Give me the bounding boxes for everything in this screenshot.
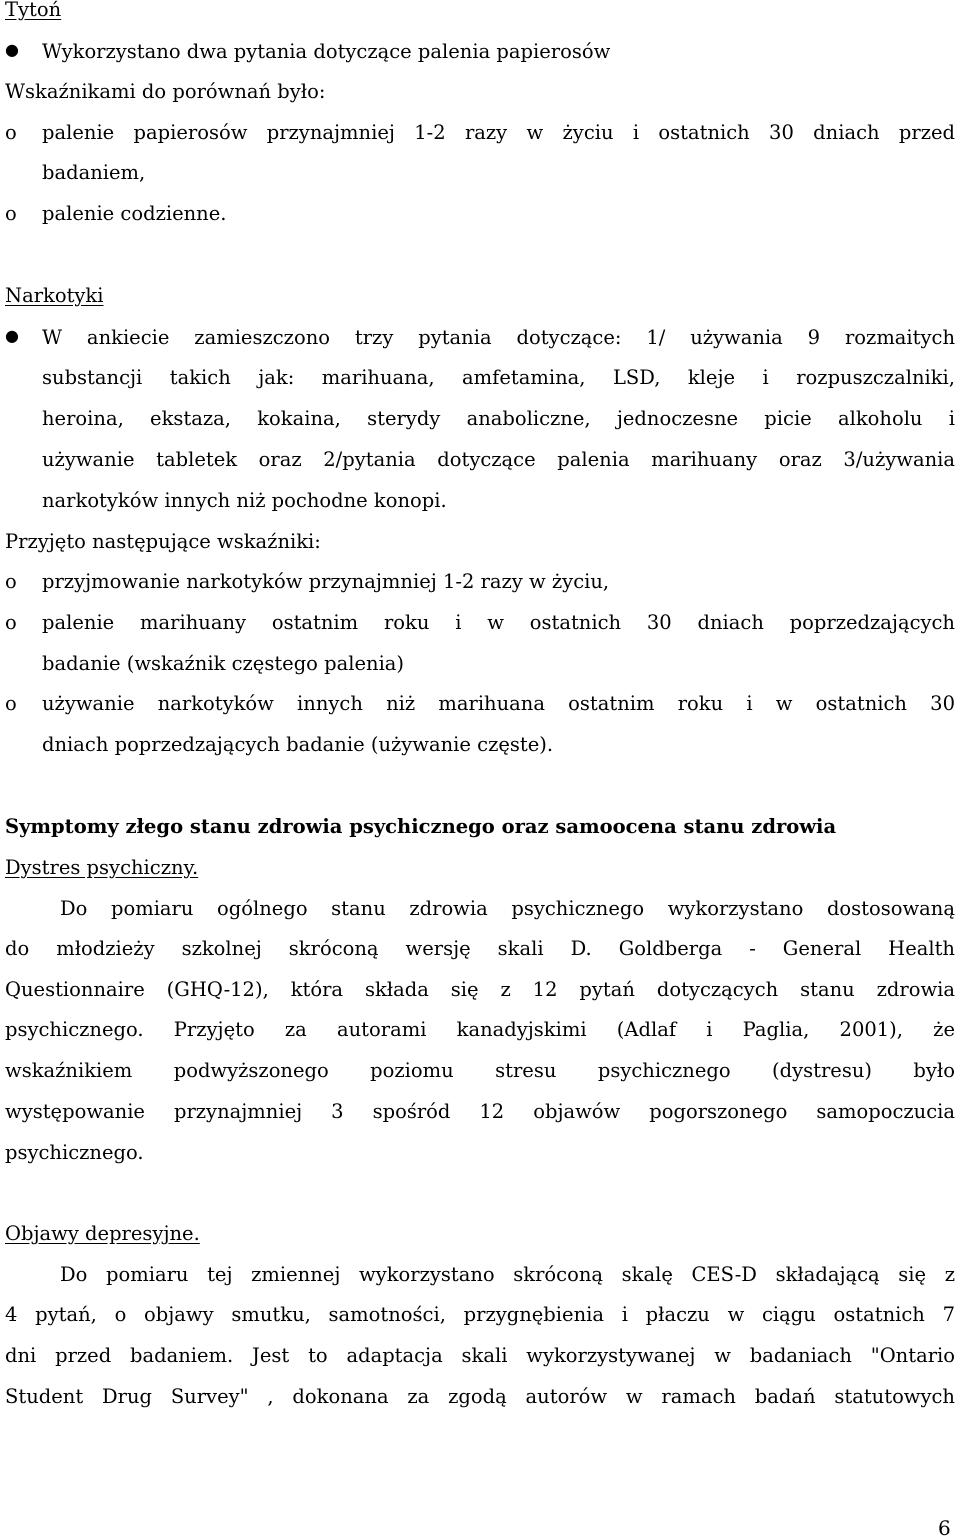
tobacco-indicators-intro: Wskaźnikami do porównań było: bbox=[5, 80, 326, 103]
circle-marker-icon: o bbox=[5, 121, 17, 144]
distress-subheading: Dystres psychiczny. bbox=[5, 856, 199, 879]
depression-line-3: dni przed badaniem. Jest to adaptacja skali wykorzystywanej w badaniach "Ontario bbox=[5, 1344, 955, 1367]
drugs-indicators-intro: Przyjęto następujące wskaźniki: bbox=[5, 530, 321, 553]
circle-marker-icon: o bbox=[5, 570, 17, 593]
drugs-item-3-line-2: dniach poprzedzających badanie (używanie częste). bbox=[42, 733, 554, 756]
distress-line-7: psychicznego. bbox=[5, 1141, 144, 1164]
drugs-bullet-line-2: substancji takich jak: marihuana, amfetamina, LSD, kleje i rozpuszczalniki, bbox=[42, 366, 955, 389]
tobacco-item-2: palenie codzienne. bbox=[42, 202, 227, 225]
distress-line-3: Questionnaire (GHQ-12), która składa się z 12 pytań dotyczących stanu zdrowia bbox=[5, 978, 955, 1001]
tobacco-item-1-line-1: palenie papierosów przynajmniej 1-2 razy w życiu i ostatnich 30 dniach przed bbox=[42, 121, 955, 144]
health-section-heading: Symptomy złego stanu zdrowia psychicznego oraz samoocena stanu zdrowia bbox=[5, 815, 837, 838]
bullet-icon: ● bbox=[5, 40, 19, 59]
drugs-item-1: przyjmowanie narkotyków przynajmniej 1-2 razy w życiu, bbox=[42, 570, 610, 593]
depression-line-1: Do pomiaru tej zmiennej wykorzystano skróconą skalę CES-D składającą się z bbox=[60, 1263, 955, 1286]
circle-marker-icon: o bbox=[5, 611, 17, 634]
circle-marker-icon: o bbox=[5, 692, 17, 715]
bullet-icon: ● bbox=[5, 326, 19, 345]
drugs-item-2-line-2: badanie (wskaźnik częstego palenia) bbox=[42, 652, 405, 675]
depression-subheading: Objawy depresyjne. bbox=[5, 1222, 200, 1245]
depression-line-4: Student Drug Survey" , dokonana za zgodą autorów w ramach badań statutowych bbox=[5, 1385, 955, 1408]
page-number: 6 bbox=[938, 1516, 951, 1540]
drugs-bullet-line-5: narkotyków innych niż pochodne konopi. bbox=[42, 489, 447, 512]
distress-line-2: do młodzieży szkolnej skróconą wersję skali D. Goldberga - General Health bbox=[5, 937, 955, 960]
distress-line-5: wskaźnikiem podwyższonego poziomu stresu psychicznego (dystresu) było bbox=[5, 1059, 955, 1082]
drugs-bullet-line-4: używanie tabletek oraz 2/pytania dotyczące palenia marihuany oraz 3/używania bbox=[42, 448, 955, 471]
tobacco-heading: Tytoń bbox=[5, 0, 62, 21]
drugs-item-3-line-1: używanie narkotyków innych niż marihuana ostatnim roku i w ostatnich 30 bbox=[42, 692, 955, 715]
tobacco-item-1-line-2: badaniem, bbox=[42, 161, 146, 184]
distress-line-1: Do pomiaru ogólnego stanu zdrowia psychicznego wykorzystano dostosowaną bbox=[60, 897, 955, 920]
drugs-item-2-line-1: palenie marihuany ostatnim roku i w ostatnich 30 dniach poprzedzających bbox=[42, 611, 955, 634]
drugs-heading: Narkotyki bbox=[5, 284, 104, 307]
tobacco-bullet-text: Wykorzystano dwa pytania dotyczące palenia papierosów bbox=[42, 40, 611, 63]
distress-line-6: występowanie przynajmniej 3 spośród 12 objawów pogorszonego samopoczucia bbox=[5, 1100, 955, 1123]
drugs-bullet-line-3: heroina, ekstaza, kokaina, sterydy anaboliczne, jednoczesne picie alkoholu i bbox=[42, 407, 955, 430]
drugs-bullet-line-1: W ankiecie zamieszczono trzy pytania dotyczące: 1/ używania 9 rozmaitych bbox=[42, 326, 955, 349]
distress-line-4: psychicznego. Przyjęto za autorami kanadyjskimi (Adlaf i Paglia, 2001), że bbox=[5, 1018, 955, 1041]
circle-marker-icon: o bbox=[5, 202, 17, 225]
depression-line-2: 4 pytań, o objawy smutku, samotności, przygnębienia i płaczu w ciągu ostatnich 7 bbox=[5, 1303, 955, 1326]
